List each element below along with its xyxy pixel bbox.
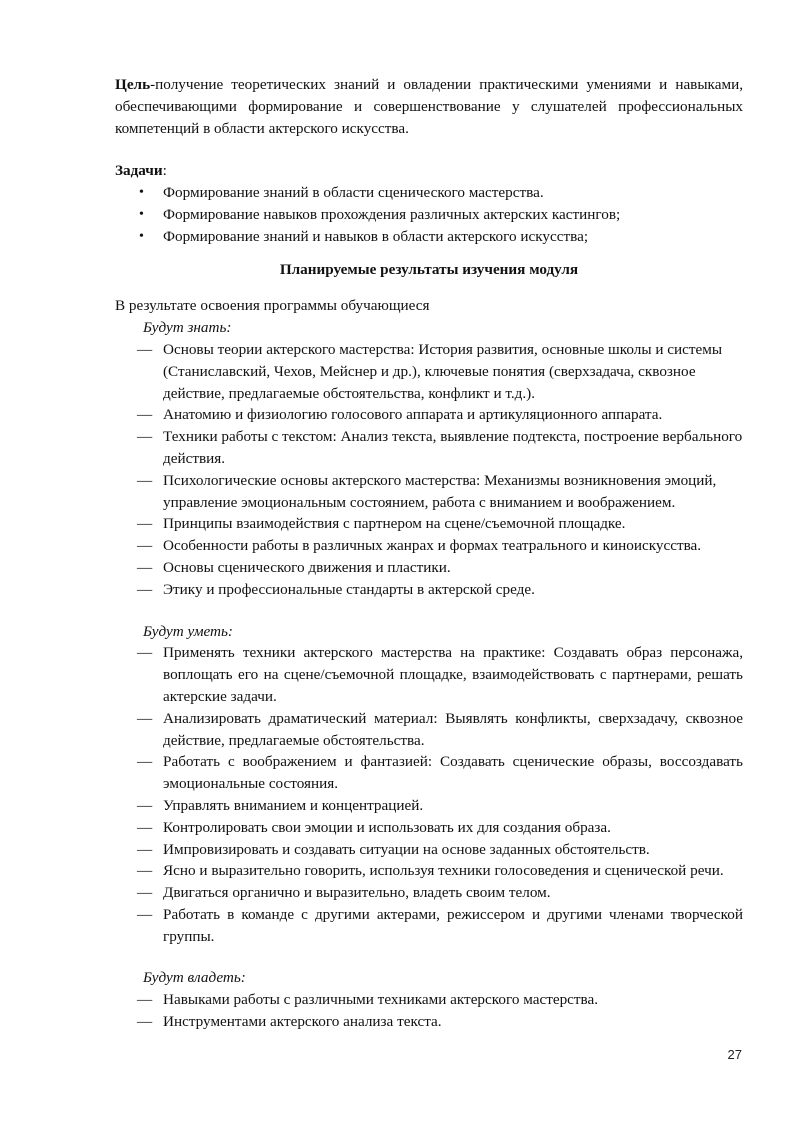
dash-icon: — — [137, 580, 153, 598]
dash-icon: — — [137, 905, 153, 923]
list-item — [115, 751, 743, 795]
task-text: Формирование знаний в области сценического мастерства. — [163, 184, 544, 202]
list-item — [115, 182, 743, 204]
list-item — [115, 795, 743, 817]
list-item — [115, 708, 743, 752]
list-item — [115, 513, 743, 535]
dash-icon: — — [137, 471, 153, 489]
bullet-icon: • — [139, 206, 144, 222]
document-page — [115, 74, 743, 1033]
dash-icon: — — [137, 884, 153, 902]
dash-icon: — — [137, 796, 153, 814]
item-text: Психологические основы актерского мастерства: Механизмы возникновения эмоций, управление эмоциональным состоянием, работа с вниманием и воображением. — [163, 471, 717, 511]
list-item — [115, 839, 743, 861]
page-number: 27 — [727, 1047, 742, 1062]
item-text: Работать в команде с другими актерами, режиссером и другими членами творческой группы. — [163, 905, 743, 945]
list-item — [115, 557, 743, 579]
item-text: Анализировать драматический материал: Выявлять конфликты, сверхзадачу, сквозное действие, предлагаемые обстоятельства. — [163, 709, 743, 749]
item-text: Двигаться органично и выразительно, владеть своим телом. — [163, 884, 551, 902]
list-item — [115, 226, 743, 248]
dash-icon: — — [137, 644, 153, 662]
dash-icon: — — [137, 991, 153, 1009]
dash-icon: — — [137, 1013, 153, 1031]
goal-text: -получение теоретических знаний и овладении практическими умениями и навыками, обеспечивающими формирование и совершенствование у слушателей профессиональных компетенций в области актерского искусства. — [115, 76, 743, 137]
item-text: Навыками работы с различными техниками актерского мастерства. — [163, 991, 599, 1009]
tasks-list — [115, 182, 743, 247]
item-text: Управлять вниманием и концентрацией. — [163, 796, 424, 814]
master-heading: Будут владеть: — [143, 969, 246, 987]
item-text: Применять техники актерского мастерства на практике: Создавать образ персонажа, воплощать его на сцене/съемочной площадке, взаимодействовать с партнерами, решать актерские задачи. — [163, 644, 743, 705]
know-heading: Будут знать: — [143, 319, 232, 337]
list-item — [115, 989, 743, 1011]
item-text: Анатомию и физиологию голосового аппарата и артикуляционного аппарата. — [163, 406, 663, 424]
list-item — [115, 579, 743, 601]
item-text: Инструментами актерского анализа текста. — [163, 1013, 442, 1031]
tasks-colon: : — [162, 162, 167, 180]
dash-icon: — — [137, 840, 153, 858]
list-item — [115, 817, 743, 839]
item-text: Особенности работы в различных жанрах и формах театрального и киноискусства. — [163, 537, 702, 555]
list-item — [115, 1011, 743, 1033]
dash-icon: — — [137, 862, 153, 880]
can-heading: Будут уметь: — [143, 622, 233, 640]
dash-icon: — — [137, 818, 153, 836]
dash-icon: — — [137, 709, 153, 727]
list-item — [115, 642, 743, 707]
list-item — [115, 404, 743, 426]
intro-text: В результате освоения программы обучающиеся — [115, 297, 430, 315]
item-text: Техники работы с текстом: Анализ текста, выявление подтекста, построение вербального действия. — [163, 428, 743, 467]
master-list — [115, 989, 743, 1033]
item-text: Ясно и выразительно говорить, используя техники голосоведения и сценической речи. — [163, 862, 724, 880]
dash-icon: — — [137, 406, 153, 424]
know-list — [115, 339, 743, 601]
goal-paragraph — [115, 74, 743, 139]
tasks-label: Задачи — [115, 162, 163, 180]
item-text: Основы сценического движения и пластики. — [163, 558, 451, 576]
item-text: Импровизировать и создавать ситуации на основе заданных обстоятельств. — [163, 840, 650, 858]
list-item — [115, 339, 743, 404]
dash-icon: — — [137, 753, 153, 771]
item-text: Основы теории актерского мастерства: История развития, основные школы и системы (Станиславский, Чехов, Мейснер и др.), ключевые понятия (сверхзадача, сквозное действие, предлагаемые обстоятельства, конфликт и т.д.). — [163, 340, 723, 402]
list-item — [115, 535, 743, 557]
dash-icon: — — [137, 537, 153, 555]
item-text: Работать с воображением и фантазией: Создавать сценические образы, воссоздавать эмоциональные состояния. — [163, 753, 743, 793]
dash-icon: — — [137, 428, 153, 446]
section-title: Планируемые результаты изучения модуля — [279, 260, 579, 278]
tasks-heading — [115, 160, 743, 182]
goal-label: Цель — [115, 76, 151, 93]
list-item — [115, 470, 743, 514]
dash-icon: — — [137, 515, 153, 533]
list-item — [115, 904, 743, 948]
task-text: Формирование знаний и навыков в области актерского искусства; — [163, 227, 589, 245]
dash-icon: — — [137, 558, 153, 576]
bullet-icon: • — [139, 185, 144, 201]
can-list — [115, 642, 743, 947]
item-text: Этику и профессиональные стандарты в актерской среде. — [163, 580, 535, 598]
dash-icon: — — [137, 340, 153, 358]
item-text: Контролировать свои эмоции и использовать их для создания образа. — [163, 818, 611, 836]
bullet-icon: • — [139, 228, 144, 244]
item-text: Принципы взаимодействия с партнером на сцене/съемочной площадке. — [163, 515, 626, 533]
list-item — [115, 426, 743, 470]
list-item — [115, 882, 743, 904]
task-text: Формирование навыков прохождения различных актерских кастингов; — [163, 205, 621, 223]
list-item — [115, 204, 743, 226]
list-item — [115, 860, 743, 882]
